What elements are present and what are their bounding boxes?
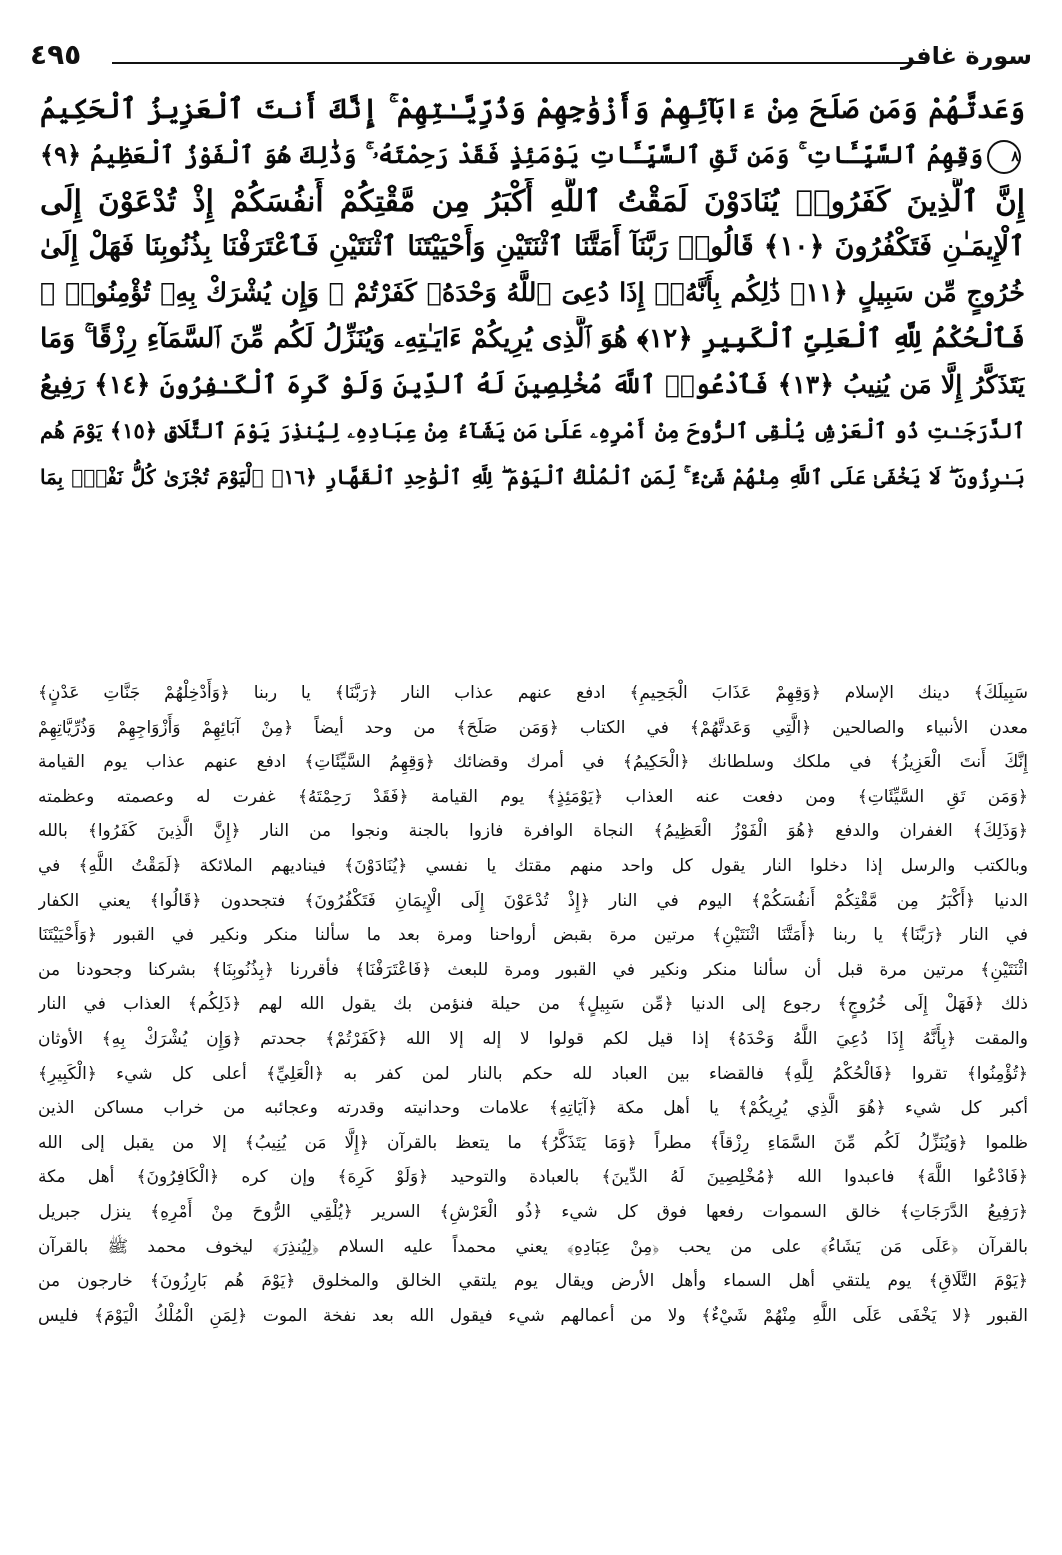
tafsir-line: إِنَّكَ أَنتَ الْعَزِيزُ﴾ في ملكك وسلطانك ﴿الْحَكِيمُ﴾ في أمرك وقضائك ﴿وَقِهِمُ السَّيِّئَاتِ﴾ ادفع عنهم عذاب يوم القيامة — [38, 752, 1028, 773]
page-header — [30, 36, 1032, 84]
quran-line — [40, 178, 1025, 224]
quran-text-block — [40, 86, 1025, 500]
quran-line-text: وَعَدتَّهُمْ وَمَن صَلَحَ مِنْ ءَابَآئِهِمْ وَأَزْوَٰجِهِمْ وَذُرِّيَّـٰتِهِمْ ۚ إِنَّكَ أَنتَ ٱلْعَزِيزُ ٱلْحَكِيمُ — [40, 93, 1025, 125]
quran-line-text: يَتَذَكَّرُ إِلَّا مَن يُنِيبُ ﴿١٣﴾ فَٱدْعُوا۟ ٱللَّهَ مُخْلِصِينَ لَهُ ٱلدِّينَ وَلَوْ كَرِهَ ٱلْكَـٰفِرُونَ ﴿١٤﴾ رَفِيعُ — [40, 370, 1025, 399]
tafsir-line: ﴿فَادْعُوا اللَّهَ﴾ فاعبدوا الله ﴿مُخْلِصِينَ لَهُ الدِّينَ﴾ بالعبادة والتوحيد ﴿وَلَوْ كَرِهَ﴾ وإن كره ﴿الْكَافِرُونَ﴾ أهل مكة — [38, 1167, 1028, 1188]
quran-line — [40, 224, 1025, 270]
tafsir-line: ﴿يَوْمَ التَّلَاقِ﴾ يوم يلتقي أهل السماء وأهل الأرض ويقال يوم يلتقي الخالق والمخلوق ﴿يَوْمَ هُم بَارِزُونَ﴾ خارجون من — [38, 1271, 1028, 1292]
tafsir-line: اثْنَتَيْنِ﴾ مرتين مرة قبل أن سألنا منكر ونكير في القبور ومرة للبعث ﴿فَاعْتَرَفْنَا﴾ فأقررنا ﴿بِذُنُوبِنَا﴾ بشركنا وجحودنا من — [38, 959, 1028, 980]
tafsir-line: ظلموا ﴿وَيُنَزِّلُ لَكُم مِّنَ السَّمَاءِ رِزْقاً﴾ مطراً ﴿وَمَا يَتَذَكَّرُ﴾ ما يتعظ بالقرآن ﴿إِلَّا مَن يُنِيبُ﴾ إلا من يقبل إلى الله — [38, 1132, 1028, 1153]
tafsir-text-block — [38, 676, 1028, 1333]
quran-line-text: خُرُوجٍ مِّن سَبِيلٍ ﴿١١﴾ ذَٰلِكُم بِأَنَّهُۥٓ إِذَا دُعِىَ ٱللَّهُ وَحْدَهُۥ كَفَرْتُمْ ۖ وَإِن يُشْرَكْ بِهِۦ تُؤْمِنُوا۟ ۚ — [40, 278, 1025, 308]
quran-line-text: ٱلدَّرَجَـٰتِ ذُو ٱلْعَرْشِ يُلْقِى ٱلرُّوحَ مِنْ أَمْرِهِۦ عَلَىٰ مَن يَشَآءُ مِنْ عِبَادِهِۦ لِيُنذِرَ يَوْمَ ٱلتَّلَاقِ ﴿١٥﴾ يَوْمَ هُم — [40, 418, 1025, 443]
tafsir-line: ﴿وَمَن تَقِ السَّيِّئَاتِ﴾ ومن دفعت عنه العذاب ﴿يَوْمَئِذٍ﴾ يوم القيامة ﴿فَقَدْ رَحِمْتَهُ﴾ غفرت له وعصمته وعظمته — [38, 786, 1028, 807]
quran-line — [40, 316, 1025, 362]
tafsir-line: القبور ﴿لا يَخْفَى عَلَى اللَّهِ مِنْهُمْ شَيْءٌ﴾ ولا من أعمالهم شيء فيقول الله بعد نفخة الموت ﴿لِمَنِ الْمُلْكُ الْيَوْمَ﴾ فليس — [38, 1305, 1028, 1326]
page-number: ٤٩٥ — [30, 38, 82, 71]
header-rule — [112, 62, 916, 64]
quran-line-text: فَٱلْحُكْمُ لِلَّهِ ٱلْعَلِىِّ ٱلْكَبِيرِ ﴿١٢﴾ هُوَ ٱلَّذِى يُرِيكُمْ ءَايَـٰتِهِۦ وَيُنَزِّلُ لَكُم مِّنَ ٱلسَّمَآءِ رِزْقًا ۚ وَمَا — [40, 323, 1025, 354]
quran-line — [40, 408, 1025, 454]
tafsir-line: معدن الأنبياء والصالحين ﴿الَّتِي وَعَدتَّهُمْ﴾ في الكتاب ﴿وَمَن صَلَحَ﴾ من وحد أيضاً ﴿مِنْ آبَائِهِمْ وَأَزْوَاجِهِمْ وَذُرِّيَّاتِهِمْ — [38, 717, 1028, 738]
quran-line — [40, 132, 1025, 178]
tafsir-line: أكبر كل شيء ﴿هُوَ الَّذِي يُرِيكُمْ﴾ يا أهل مكة ﴿آيَاتِهِ﴾ علامات وحدانيته وقدرته وعجائبه من خراب مساكن الذين — [38, 1098, 1028, 1119]
surah-name: سورة غافر — [900, 42, 1032, 70]
quran-line-text: ٱلْإِيمَـٰنِ فَتَكْفُرُونَ ﴿١٠﴾ قَالُوا۟ رَبَّنَآ أَمَتَّنَا ٱثْنَتَيْنِ وَأَحْيَيْتَنَا ٱثْنَتَيْنِ فَٱعْتَرَفْنَا بِذُنُوبِنَا فَهَلْ إِلَىٰ — [40, 231, 1025, 262]
tafsir-line: ﴿تُؤْمِنُوا﴾ تقروا ﴿فَالْحُكْمُ لِلَّهِ﴾ فالقضاء بين العباد لله حكم بالنار لمن كفر به ﴿الْعَلِيِّ﴾ أعلى كل شيء ﴿الْكَبِيرِ﴾ — [38, 1063, 1028, 1084]
tafsir-line: الدنيا ﴿أَكْبَرُ مِن مَّقْتِكُمْ أَنفُسَكُمْ﴾ اليوم في النار ﴿إِذْ تُدْعَوْنَ إِلَى الْإِيمَانِ فَتَكْفُرُونَ﴾ فتجحدون ﴿قَالُوا﴾ يعني الكفار — [38, 890, 1028, 911]
ayah-marker: ٨ — [987, 140, 1021, 174]
tafsir-line: ﴿وَذَلِكَ﴾ الغفران والدفع ﴿هُوَ الْفَوْزُ الْعَظِيمُ﴾ النجاة الوافرة فازوا بالجنة ونجوا من النار ﴿إِنَّ الَّذِينَ كَفَرُوا﴾ بالله — [38, 821, 1028, 842]
quran-line-text: إِنَّ ٱلَّذِينَ كَفَرُوا۟ يُنَادَوْنَ لَمَقْتُ ٱللَّهِ أَكْبَرُ مِن مَّقْتِكُمْ أَنفُسَكُمْ إِذْ تُدْعَوْنَ إِلَى — [40, 183, 1025, 218]
tafsir-line: والمقت ﴿بِأَنَّهُ إِذَا دُعِيَ اللَّهُ وَحْدَهُ﴾ إذا قيل لكم قولوا لا إله إلا الله ﴿كَفَرْتُمْ﴾ جحدتم ﴿وَإِن يُشْرَكْ بِهِ﴾ الأوثان — [38, 1028, 1028, 1049]
tafsir-line: بالقرآن ﴿عَلَى مَن يَشَاءُ﴾ على من يحب ﴿مِنْ عِبَادِهِ﴾ يعني محمداً عليه السلام ﴿لِيُنذِرَ﴾ ليخوف محمد ﷺ بالقرآن — [38, 1236, 1028, 1257]
quran-line — [40, 86, 1025, 132]
quran-line — [40, 270, 1025, 316]
quran-line-text: بَـٰرِزُونَ ۖ لَا يَخْفَىٰ عَلَى ٱللَّهِ مِنْهُمْ شَىْءٌ ۚ لِّمَنِ ٱلْمُلْكُ ٱلْيَوْمَ ۖ لِلَّهِ ٱلْوَٰحِدِ ٱلْقَهَّارِ ﴿١٦﴾ ٱلْيَوْمَ تُجْزَىٰ كُلُّ نَفْسٍۭ بِمَا — [40, 465, 1025, 489]
quran-line — [40, 454, 1025, 500]
quran-line — [40, 362, 1025, 408]
tafsir-line: ذلك ﴿فَهَلْ إِلَى خُرُوجٍ﴾ رجوع إلى الدنيا ﴿مِّن سَبِيلٍ﴾ من حيلة فنؤمن بك يقول الله لهم ﴿ذَلِكُم﴾ العذاب في النار — [38, 994, 1028, 1015]
tafsir-line: ﴿رَفِيعُ الدَّرَجَاتِ﴾ خالق السموات رفعها فوق كل شيء ﴿ذُو الْعَرْشِ﴾ السرير ﴿يُلْقِي الرُّوحَ مِنْ أَمْرِهِ﴾ ينزل جبريل — [38, 1201, 1028, 1222]
tafsir-line: في النار ﴿رَبَّنَا﴾ يا ربنا ﴿أَمَتَّنَا اثْنَتَيْنِ﴾ مرتين مرة بقبض أرواحنا ومرة بعد ما سألنا منكر ونكير في القبور ﴿وَأَحْيَيْتَنَا — [38, 925, 1028, 946]
quran-line-text: وَقِهِمُ ٱلسَّيِّـَٔاتِ ۚ وَمَن تَقِ ٱلسَّيِّـَٔاتِ يَوْمَئِذٍ فَقَدْ رَحِمْتَهُۥ ۚ وَذَٰلِكَ هُوَ ٱلْفَوْزُ ٱلْعَظِيمُ ﴿٩﴾ — [40, 140, 983, 169]
tafsir-line: وبالكتب والرسل إذا دخلوا النار يقول كل واحد منهم مقتك يا نفسي ﴿يُنَادَوْنَ﴾ فيناديهم الملائكة ﴿لَمَقْتُ اللَّهِ﴾ في — [38, 855, 1028, 876]
tafsir-line: سَبِيلَكَ﴾ دينك الإسلام ﴿وَقِهِمْ عَذَابَ الْجَحِيمِ﴾ ادفع عنهم عذاب النار ﴿رَبَّنَا﴾ يا ربنا ﴿وَأَدْخِلْهُمْ جَنَّاتِ عَدْنٍ﴾ — [38, 683, 1028, 703]
